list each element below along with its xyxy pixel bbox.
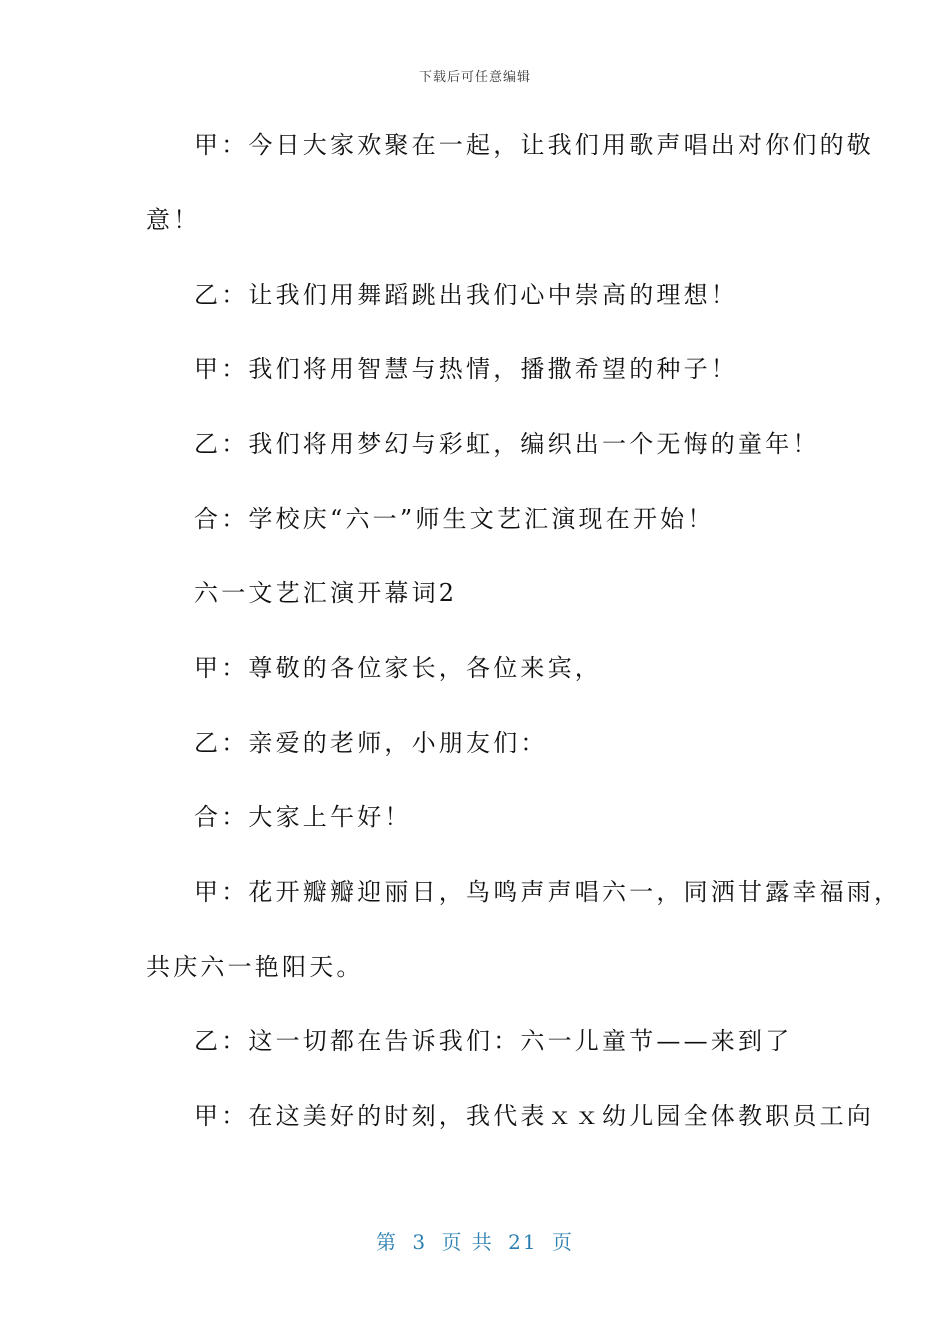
footer-suffix: 页 bbox=[551, 1230, 574, 1254]
body-line: 乙：我们将用梦幻与彩虹，编织出一个无悔的童年！ bbox=[194, 430, 820, 458]
section-heading: 六一文艺汇演开幕词2 bbox=[194, 579, 458, 607]
page-header: 下载后可任意编辑 bbox=[418, 70, 531, 85]
footer-middle: 页 共 bbox=[441, 1230, 494, 1254]
body-line: 乙：这一切都在告诉我们：六一儿童节——来到了 bbox=[194, 1027, 793, 1055]
body-line: 甲：今日大家欢聚在一起，让我们用歌声唱出对你们的敬 bbox=[194, 131, 874, 159]
body-line: 共庆六一艳阳天。 bbox=[146, 953, 364, 981]
body-line: 甲：我们将用智慧与热情，播撒希望的种子！ bbox=[194, 355, 738, 383]
footer-page-number: 3 bbox=[412, 1230, 428, 1254]
footer-total-pages: 21 bbox=[508, 1230, 538, 1254]
body-line: 甲：尊敬的各位家长，各位来宾， bbox=[194, 654, 602, 682]
footer-prefix: 第 bbox=[376, 1230, 398, 1254]
body-line: 乙：亲爱的老师，小朋友们： bbox=[194, 729, 548, 757]
body-line: 意！ bbox=[146, 206, 201, 234]
body-line: 甲：在这美好的时刻，我代表ｘｘ幼儿园全体教职员工向 bbox=[194, 1102, 874, 1130]
body-line: 甲：花开瓣瓣迎丽日，鸟鸣声声唱六一，同洒甘露幸福雨， bbox=[194, 878, 902, 906]
body-line: 合：大家上午好！ bbox=[194, 803, 412, 831]
page-footer bbox=[0, 1226, 950, 1255]
body-line: 乙：让我们用舞蹈跳出我们心中崇高的理想！ bbox=[194, 281, 738, 309]
body-line: 合：学校庆“六一”师生文艺汇演现在开始！ bbox=[194, 505, 715, 533]
